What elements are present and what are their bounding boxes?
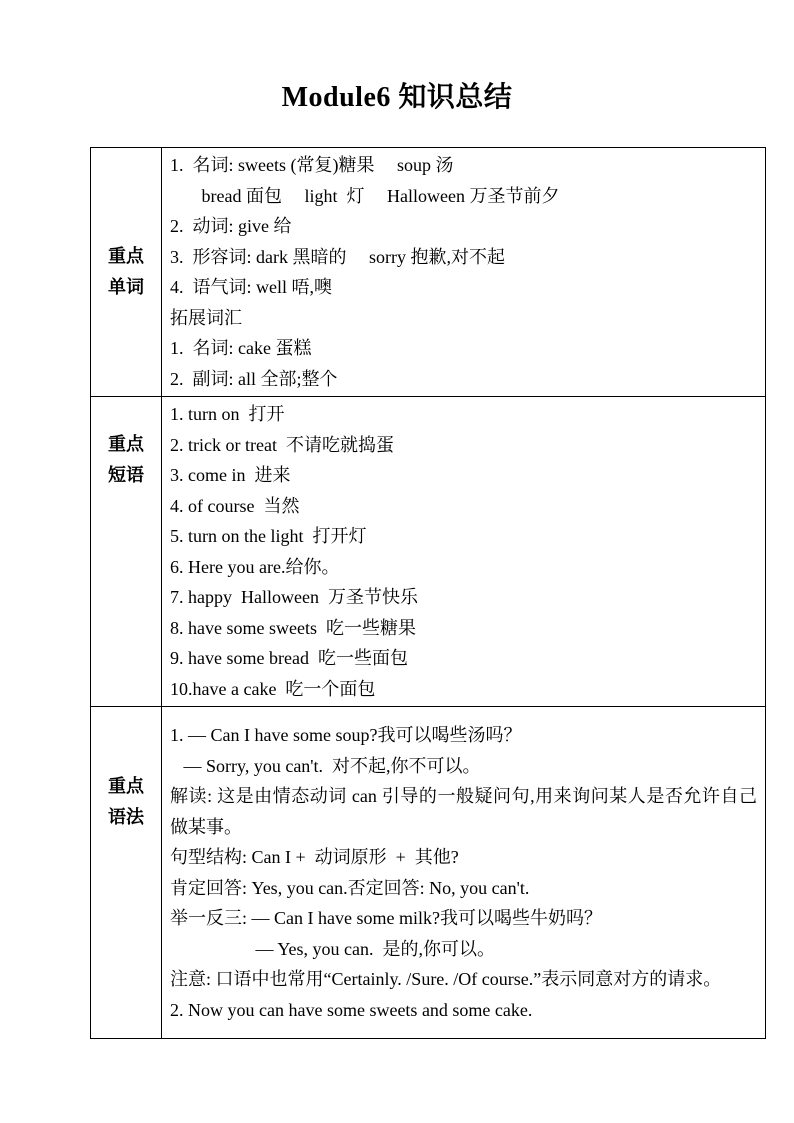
table-row-key-phrases <box>91 397 766 707</box>
content-line: 4. of course 当然 <box>170 495 300 516</box>
content-line: 举一反三: — Can I have some milk?我可以喝些牛奶吗？ <box>170 908 602 928</box>
content-line: 解读: 这是由情态动词 can 引导的一般疑问句,用来询问某人是否允许自己做某事。 <box>170 786 757 837</box>
content-line: 6. Here you are.给你。 <box>170 556 340 577</box>
content-line: 3. 形容词: dark 黑暗的 sorry 抱歉,对不起 <box>170 246 505 267</box>
content-line: 7. happy Halloween 万圣节快乐 <box>170 587 418 607</box>
content-line: 句型结构: Can I + 动词原形 + 其他? <box>170 847 459 867</box>
content-line: — Yes, you can. 是的,你可以。 <box>170 938 496 959</box>
content-line: bread 面包 light 灯 Halloween 万圣节前夕 <box>170 185 560 206</box>
row-label-line: 重点 <box>108 776 144 796</box>
summary-table <box>90 147 766 1039</box>
content-line: 2. 副词: all 全部;整个 <box>170 368 338 389</box>
content-line: 8. have some sweets 吃一些糖果 <box>170 617 416 638</box>
content-line: 1. — Can I have some soup?我可以喝些汤吗？ <box>170 725 522 745</box>
page-title: Module6 知识总结 <box>281 82 513 113</box>
content-line: 4. 语气词: well 唔,噢 <box>170 277 332 297</box>
content-line: 9. have some bread 吃一些面包 <box>170 648 408 668</box>
content-line: 2. 动词: give 给 <box>170 216 292 236</box>
table-row-key-grammar <box>91 707 766 1039</box>
content-line: — Sorry, you can't. 对不起,你不可以。 <box>170 755 481 776</box>
row-label-line: 重点 <box>108 434 144 454</box>
content-line: 3. come in 进来 <box>170 465 291 485</box>
row-label-line: 语法 <box>108 807 144 827</box>
row-label-key-grammar <box>91 707 162 1039</box>
content-line: 1. turn on 打开 <box>170 404 285 424</box>
row-label-line: 重点 <box>108 246 144 266</box>
content-line: 拓展词汇 <box>170 307 242 328</box>
content-line: 1. 名词: sweets (常复)糖果 soup 汤 <box>170 155 454 175</box>
row-label-key-phrases <box>91 397 162 707</box>
content-line: 2. Now you can have some sweets and some cake. <box>170 999 533 1020</box>
row-content-key-words <box>162 148 766 397</box>
row-label-line: 短语 <box>108 465 144 485</box>
row-label-line: 单词 <box>108 277 144 297</box>
row-content-key-phrases <box>162 397 766 707</box>
content-line: 注意: 口语中也常用“Certainly. /Sure. /Of course.”表示同意对方的请求。 <box>170 969 722 989</box>
table-row-key-words <box>91 148 766 397</box>
content-line: 5. turn on the light 打开灯 <box>170 526 367 546</box>
row-content-key-grammar <box>162 707 766 1039</box>
content-line: 肯定回答: Yes, you can.否定回答: No, you can't. <box>170 877 530 898</box>
row-label-key-words <box>91 148 162 397</box>
content-line: 10.have a cake 吃一个面包 <box>170 678 376 699</box>
content-line: 1. 名词: cake 蛋糕 <box>170 338 312 358</box>
content-line: 2. trick or treat 不请吃就捣蛋 <box>170 434 394 455</box>
